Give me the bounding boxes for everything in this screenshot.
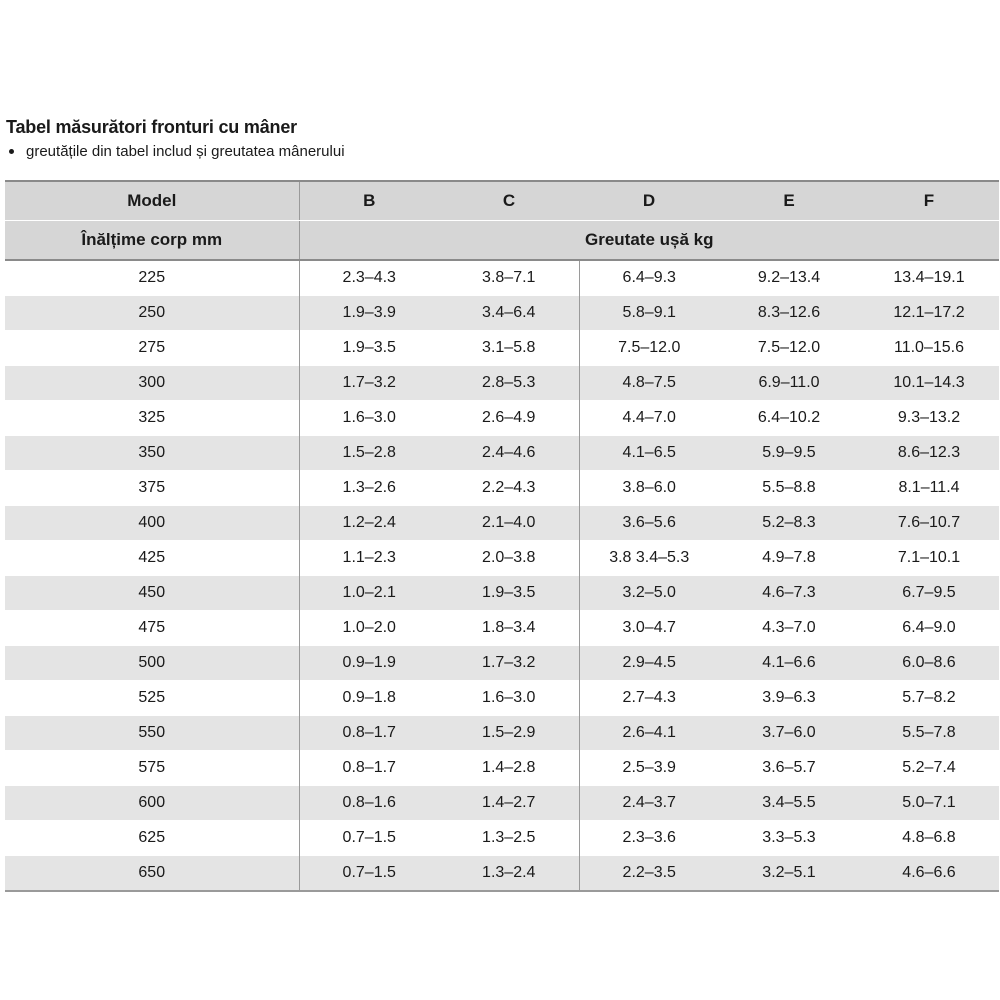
table-row <box>5 576 999 611</box>
weight-cell: 2.6–4.1 <box>579 716 719 751</box>
weight-cell: 0.9–1.9 <box>299 646 439 681</box>
weight-cell: 1.1–2.3 <box>299 541 439 576</box>
weight-cell: 4.6–6.6 <box>859 856 999 892</box>
weight-cell: 4.9–7.8 <box>719 541 859 576</box>
height-cell: 375 <box>5 471 299 506</box>
weight-cell: 1.9–3.5 <box>299 331 439 366</box>
weight-cell: 3.0–4.7 <box>579 611 719 646</box>
table-row <box>5 681 999 716</box>
height-cell: 500 <box>5 646 299 681</box>
height-cell: 300 <box>5 366 299 401</box>
weight-cell: 2.2–4.3 <box>439 471 579 506</box>
header-model-f: F <box>859 181 999 221</box>
weight-cell: 1.3–2.6 <box>299 471 439 506</box>
height-cell: 425 <box>5 541 299 576</box>
table-row <box>5 611 999 646</box>
table-note <box>8 143 345 160</box>
table-row <box>5 856 999 892</box>
weight-cell: 5.5–7.8 <box>859 716 999 751</box>
weight-cell: 2.5–3.9 <box>579 751 719 786</box>
weight-cell: 1.4–2.8 <box>439 751 579 786</box>
table-row <box>5 506 999 541</box>
header-row-units <box>5 221 999 261</box>
weight-cell: 3.4–6.4 <box>439 296 579 331</box>
height-cell: 650 <box>5 856 299 892</box>
weight-cell: 2.1–4.0 <box>439 506 579 541</box>
weight-cell: 9.3–13.2 <box>859 401 999 436</box>
height-cell: 275 <box>5 331 299 366</box>
weight-cell: 0.7–1.5 <box>299 821 439 856</box>
header-model-c: C <box>439 181 579 221</box>
weight-cell: 0.7–1.5 <box>299 856 439 892</box>
height-cell: 625 <box>5 821 299 856</box>
height-cell: 350 <box>5 436 299 471</box>
table-row <box>5 716 999 751</box>
header-height-label: Înălțime corp mm <box>5 221 299 261</box>
weight-cell: 1.4–2.7 <box>439 786 579 821</box>
header-model-d: D <box>579 181 719 221</box>
weight-cell: 1.6–3.0 <box>299 401 439 436</box>
header-model-e: E <box>719 181 859 221</box>
weight-cell: 6.7–9.5 <box>859 576 999 611</box>
weight-cell: 3.1–5.8 <box>439 331 579 366</box>
weight-cell: 0.9–1.8 <box>299 681 439 716</box>
weight-cell: 3.9–6.3 <box>719 681 859 716</box>
header-weight-label: Greutate ușă kg <box>299 221 999 261</box>
table-row <box>5 296 999 331</box>
height-cell: 225 <box>5 260 299 296</box>
weight-cell: 1.3–2.4 <box>439 856 579 892</box>
weight-cell: 1.7–3.2 <box>439 646 579 681</box>
weight-cell: 7.1–10.1 <box>859 541 999 576</box>
weight-cell: 2.3–4.3 <box>299 260 439 296</box>
weight-cell: 5.2–7.4 <box>859 751 999 786</box>
weight-cell: 7.5–12.0 <box>719 331 859 366</box>
height-cell: 575 <box>5 751 299 786</box>
weight-cell: 5.5–8.8 <box>719 471 859 506</box>
weight-cell: 3.3–5.3 <box>719 821 859 856</box>
height-cell: 450 <box>5 576 299 611</box>
weight-cell: 10.1–14.3 <box>859 366 999 401</box>
table-row <box>5 541 999 576</box>
weight-cell: 3.6–5.6 <box>579 506 719 541</box>
height-cell: 550 <box>5 716 299 751</box>
weight-cell: 2.4–4.6 <box>439 436 579 471</box>
header-model-label: Model <box>5 181 299 221</box>
weight-cell: 3.7–6.0 <box>719 716 859 751</box>
weight-cell: 6.9–11.0 <box>719 366 859 401</box>
weight-cell: 8.1–11.4 <box>859 471 999 506</box>
table-row <box>5 331 999 366</box>
weight-cell: 8.6–12.3 <box>859 436 999 471</box>
table-row <box>5 786 999 821</box>
weight-cell: 5.0–7.1 <box>859 786 999 821</box>
table-row <box>5 366 999 401</box>
weight-cell: 1.2–2.4 <box>299 506 439 541</box>
weight-cell: 3.8–7.1 <box>439 260 579 296</box>
height-cell: 250 <box>5 296 299 331</box>
weight-cell: 11.0–15.6 <box>859 331 999 366</box>
weight-cell: 1.0–2.1 <box>299 576 439 611</box>
height-cell: 475 <box>5 611 299 646</box>
weight-cell: 3.8 3.4–5.3 <box>579 541 719 576</box>
weight-cell: 3.4–5.5 <box>719 786 859 821</box>
table-row <box>5 260 999 296</box>
weight-cell: 4.4–7.0 <box>579 401 719 436</box>
weight-cell: 4.8–6.8 <box>859 821 999 856</box>
weight-cell: 7.6–10.7 <box>859 506 999 541</box>
weight-cell: 9.2–13.4 <box>719 260 859 296</box>
weight-cell: 5.7–8.2 <box>859 681 999 716</box>
weight-cell: 6.4–10.2 <box>719 401 859 436</box>
weight-cell: 1.5–2.9 <box>439 716 579 751</box>
weight-cell: 4.8–7.5 <box>579 366 719 401</box>
weight-cell: 0.8–1.6 <box>299 786 439 821</box>
weight-cell: 12.1–17.2 <box>859 296 999 331</box>
weight-cell: 6.0–8.6 <box>859 646 999 681</box>
weight-cell: 4.1–6.6 <box>719 646 859 681</box>
weight-cell: 2.2–3.5 <box>579 856 719 892</box>
table-row <box>5 401 999 436</box>
weight-cell: 4.3–7.0 <box>719 611 859 646</box>
weight-cell: 2.8–5.3 <box>439 366 579 401</box>
weight-cell: 3.2–5.0 <box>579 576 719 611</box>
header-model-b: B <box>299 181 439 221</box>
weight-cell: 0.8–1.7 <box>299 716 439 751</box>
weight-cell: 1.0–2.0 <box>299 611 439 646</box>
table-row <box>5 436 999 471</box>
weight-cell: 6.4–9.3 <box>579 260 719 296</box>
height-cell: 400 <box>5 506 299 541</box>
weight-cell: 1.9–3.5 <box>439 576 579 611</box>
weight-cell: 3.2–5.1 <box>719 856 859 892</box>
weight-cell: 2.7–4.3 <box>579 681 719 716</box>
table-row <box>5 751 999 786</box>
weight-cell: 2.9–4.5 <box>579 646 719 681</box>
weight-cell: 5.2–8.3 <box>719 506 859 541</box>
weight-cell: 13.4–19.1 <box>859 260 999 296</box>
weight-cell: 2.6–4.9 <box>439 401 579 436</box>
weight-cell: 3.8–6.0 <box>579 471 719 506</box>
weight-cell: 6.4–9.0 <box>859 611 999 646</box>
table-row <box>5 646 999 681</box>
weight-cell: 2.0–3.8 <box>439 541 579 576</box>
weight-cell: 1.3–2.5 <box>439 821 579 856</box>
table-body <box>5 260 999 891</box>
header-row-models <box>5 181 999 221</box>
weight-cell: 3.6–5.7 <box>719 751 859 786</box>
height-cell: 600 <box>5 786 299 821</box>
height-cell: 325 <box>5 401 299 436</box>
weight-cell: 1.5–2.8 <box>299 436 439 471</box>
weight-cell: 1.7–3.2 <box>299 366 439 401</box>
weight-cell: 5.9–9.5 <box>719 436 859 471</box>
weight-cell: 1.6–3.0 <box>439 681 579 716</box>
weight-cell: 2.3–3.6 <box>579 821 719 856</box>
weight-cell: 1.8–3.4 <box>439 611 579 646</box>
weight-cell: 4.1–6.5 <box>579 436 719 471</box>
table-row <box>5 821 999 856</box>
weight-cell: 5.8–9.1 <box>579 296 719 331</box>
table-note-text: greutățile din tabel includ și greutatea mânerului <box>26 143 345 160</box>
bullet-icon <box>9 149 14 154</box>
weight-cell: 0.8–1.7 <box>299 751 439 786</box>
weight-cell: 8.3–12.6 <box>719 296 859 331</box>
weight-cell: 7.5–12.0 <box>579 331 719 366</box>
table-row <box>5 471 999 506</box>
weight-cell: 2.4–3.7 <box>579 786 719 821</box>
height-cell: 525 <box>5 681 299 716</box>
weight-cell: 1.9–3.9 <box>299 296 439 331</box>
weight-cell: 4.6–7.3 <box>719 576 859 611</box>
measurement-table <box>5 180 999 892</box>
table-title: Tabel măsurători fronturi cu mâner <box>6 117 297 137</box>
